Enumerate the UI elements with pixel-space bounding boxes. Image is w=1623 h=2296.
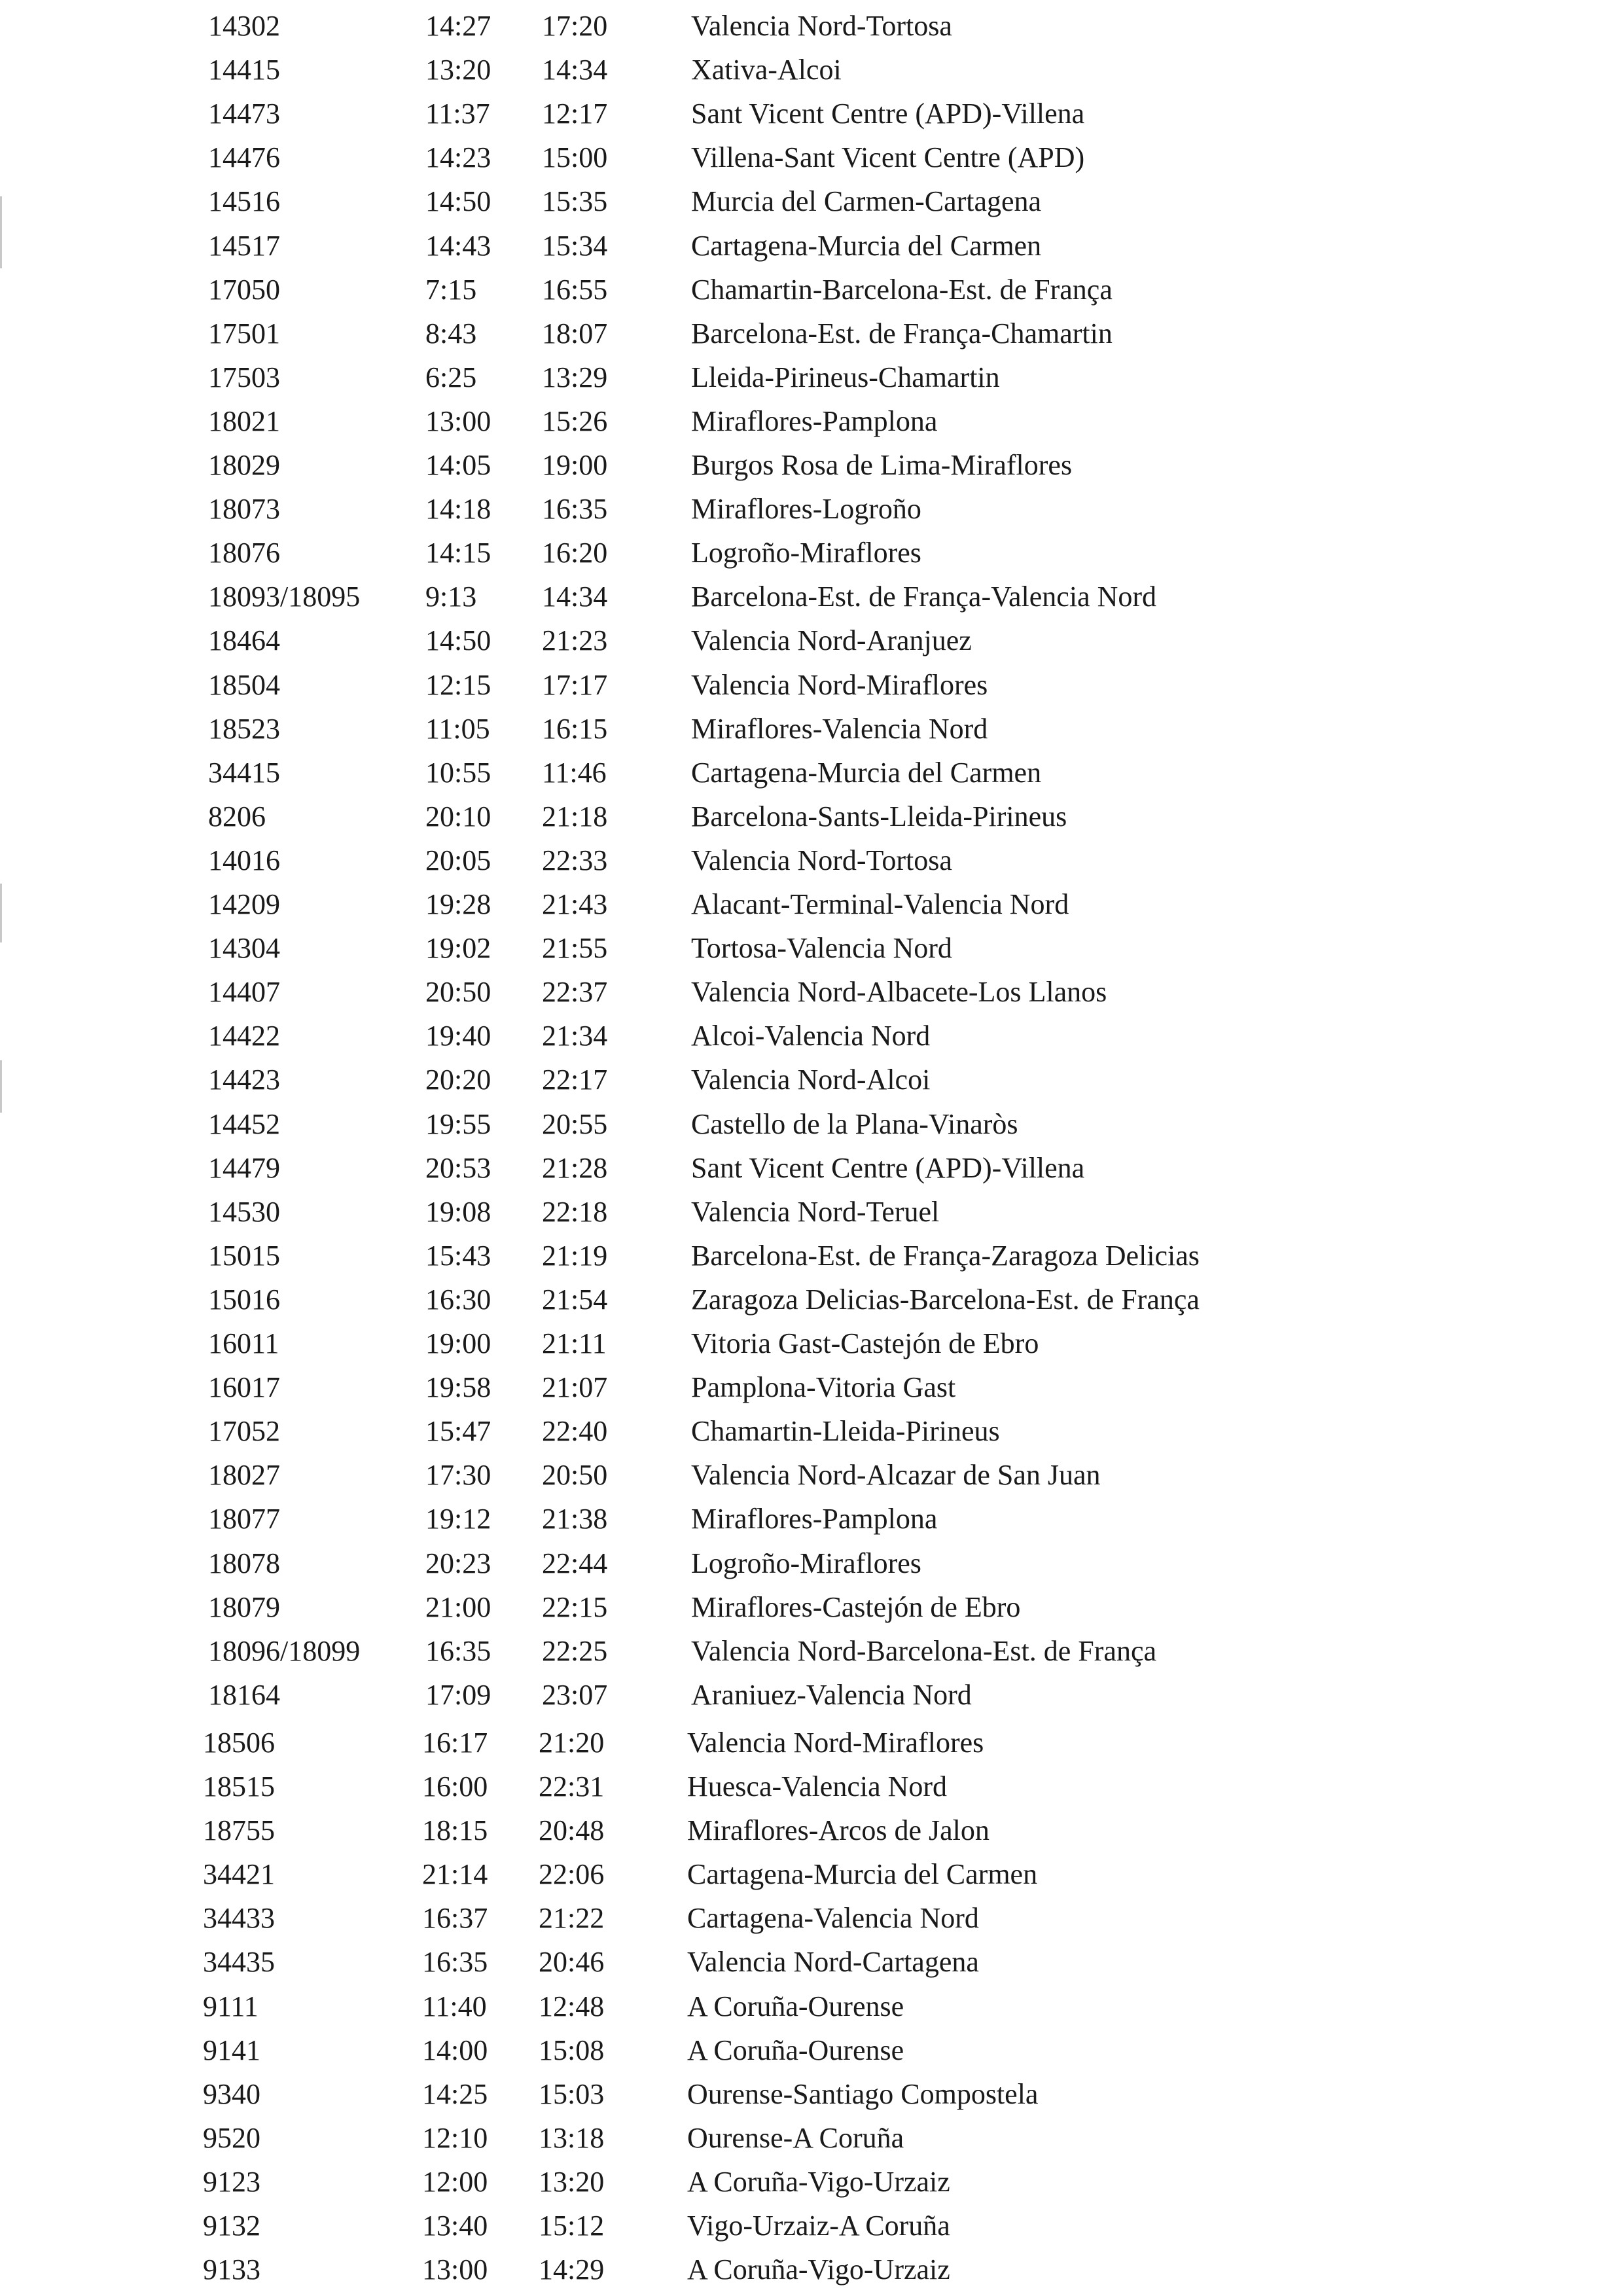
arrival-time: 22:25 [542, 1634, 608, 1667]
arrival-time: 21:55 [542, 932, 608, 965]
train-number: 14302 [208, 10, 280, 42]
train-number: 18078 [208, 1547, 280, 1579]
arrival-time: 12:48 [539, 1990, 605, 2022]
table-row [0, 1940, 1623, 1984]
route-name: Logroño-Miraflores [691, 537, 921, 569]
route-name: Valencia Nord-Aranjuez [691, 624, 972, 657]
route-name: Logroño-Miraflores [691, 1547, 921, 1579]
departure-time: 11:05 [425, 712, 490, 745]
departure-time: 20:53 [425, 1151, 491, 1184]
departure-time: 14:23 [425, 141, 491, 174]
table-row [0, 1765, 1623, 1808]
route-name: Valencia Nord-Barcelona-Est. de França [691, 1634, 1157, 1667]
table-row [0, 1058, 1623, 1102]
departure-time: 14:50 [425, 185, 491, 218]
route-name: Zaragoza Delicias-Barcelona-Est. de França [691, 1283, 1200, 1316]
route-name: Alcoi-Valencia Nord [691, 1020, 931, 1052]
route-name: Tortosa-Valencia Nord [691, 932, 952, 965]
route-name: Burgos Rosa de Lima-Miraflores [691, 449, 1073, 481]
route-name: Miraflores-Logroño [691, 493, 921, 526]
departure-time: 14:15 [425, 537, 491, 569]
train-number: 18506 [203, 1726, 275, 1759]
arrival-time: 16:15 [542, 712, 608, 745]
departure-time: 16:17 [422, 1726, 488, 1759]
train-number: 14407 [208, 976, 280, 1009]
arrival-time: 21:07 [542, 1371, 608, 1404]
arrival-time: 16:35 [542, 493, 608, 526]
departure-time: 14:50 [425, 624, 491, 657]
departure-time: 17:30 [425, 1459, 491, 1492]
table-row [0, 1585, 1623, 1629]
train-number: 18504 [208, 668, 280, 701]
train-number: 14209 [208, 888, 280, 920]
route-name: Miraflores-Castejón de Ebro [691, 1590, 1021, 1623]
table-row [0, 1146, 1623, 1190]
train-number: 18096/18099 [208, 1634, 361, 1667]
route-name: Chamartin-Lleida-Pirineus [691, 1415, 1000, 1448]
departure-time: 13:40 [422, 2210, 488, 2242]
route-name: Chamartin-Barcelona-Est. de França [691, 273, 1113, 306]
arrival-time: 21:18 [542, 800, 608, 833]
train-number: 18076 [208, 537, 280, 569]
train-number: 14016 [208, 844, 280, 876]
departure-time: 16:35 [425, 1634, 491, 1667]
table-row [0, 1278, 1623, 1321]
route-name: A Coruña-Vigo-Urzaiz [687, 2165, 950, 2198]
route-name: Castello de la Plana-Vinaròs [691, 1107, 1018, 1140]
train-number: 17503 [208, 361, 280, 393]
table-row [0, 1984, 1623, 2028]
departure-time: 14:25 [422, 2077, 488, 2110]
route-name: Ourense-Santiago Compostela [687, 2077, 1039, 2110]
route-name: Valencia Nord-Teruel [691, 1195, 940, 1228]
arrival-time: 22:33 [542, 844, 608, 876]
route-name: Barcelona-Est. de França-Valencia Nord [691, 581, 1157, 613]
train-number: 15016 [208, 1283, 280, 1316]
train-number: 18077 [208, 1503, 280, 1535]
departure-time: 15:47 [425, 1415, 491, 1448]
departure-time: 19:28 [425, 888, 491, 920]
route-name: Miraflores-Pamplona [691, 404, 938, 437]
arrival-time: 21:20 [539, 1726, 605, 1759]
train-number: 14517 [208, 229, 280, 262]
departure-time: 14:05 [425, 449, 491, 481]
table-row [0, 1852, 1623, 1896]
departure-time: 21:00 [425, 1590, 491, 1623]
arrival-time: 21:38 [542, 1503, 608, 1535]
route-name: Miraflores-Valencia Nord [691, 712, 988, 745]
train-number: 16011 [208, 1327, 279, 1359]
table-row [0, 1321, 1623, 1365]
scan-edge-mark [0, 196, 2, 268]
route-name: Ourense-A Coruña [687, 2121, 904, 2154]
arrival-time: 22:18 [542, 1195, 608, 1228]
table-row [0, 179, 1623, 223]
departure-time: 14:00 [422, 2034, 488, 2066]
arrival-time: 21:19 [542, 1239, 608, 1272]
train-number: 14516 [208, 185, 280, 218]
train-number: 17050 [208, 273, 280, 306]
departure-time: 6:25 [425, 361, 477, 393]
table-row [0, 2028, 1623, 2072]
table-row [0, 92, 1623, 135]
scan-edge-mark [0, 884, 2, 942]
departure-time: 10:55 [425, 756, 491, 789]
route-name: Vitoria Gast-Castejón de Ebro [691, 1327, 1039, 1359]
route-name: A Coruña-Ourense [687, 2034, 904, 2066]
train-number: 9133 [203, 2253, 260, 2286]
departure-time: 20:05 [425, 844, 491, 876]
route-name: Vigo-Urzaiz-A Coruña [687, 2210, 950, 2242]
train-number: 14479 [208, 1151, 280, 1184]
train-number: 34435 [203, 1946, 275, 1979]
table-row [0, 135, 1623, 179]
arrival-time: 21:22 [539, 1902, 605, 1935]
arrival-time: 15:08 [539, 2034, 605, 2066]
departure-time: 19:02 [425, 932, 491, 965]
table-row [0, 1808, 1623, 1852]
departure-time: 20:10 [425, 800, 491, 833]
table-row [0, 751, 1623, 795]
arrival-time: 22:17 [542, 1064, 608, 1096]
train-number: 9132 [203, 2210, 260, 2242]
train-number: 14304 [208, 932, 280, 965]
table-row [0, 355, 1623, 399]
train-number: 14530 [208, 1195, 280, 1228]
train-number: 18073 [208, 493, 280, 526]
route-name: Valencia Nord-Cartagena [687, 1946, 979, 1979]
table-row [0, 443, 1623, 487]
route-name: Sant Vicent Centre (APD)-Villena [691, 98, 1085, 130]
train-number: 18523 [208, 712, 280, 745]
table-row [0, 1721, 1623, 1765]
table-row [0, 882, 1623, 926]
arrival-time: 17:20 [542, 10, 608, 42]
table-row [0, 1365, 1623, 1409]
route-name: Miraflores-Pamplona [691, 1503, 938, 1535]
route-name: A Coruña-Ourense [687, 1990, 904, 2022]
train-number: 18515 [203, 1770, 275, 1803]
arrival-time: 20:50 [542, 1459, 608, 1492]
table-row [0, 575, 1623, 619]
departure-time: 19:12 [425, 1503, 491, 1535]
route-name: Valencia Nord-Miraflores [687, 1726, 984, 1759]
departure-time: 19:55 [425, 1107, 491, 1140]
table-row [0, 926, 1623, 970]
departure-time: 16:35 [422, 1946, 488, 1979]
route-name: Valencia Nord-Miraflores [691, 668, 988, 701]
train-number: 34433 [203, 1902, 275, 1935]
train-number: 18027 [208, 1459, 280, 1492]
table-row [0, 1541, 1623, 1585]
arrival-time: 18:07 [542, 317, 608, 350]
arrival-time: 16:20 [542, 537, 608, 569]
departure-time: 19:00 [425, 1327, 491, 1359]
arrival-time: 21:54 [542, 1283, 608, 1316]
table-row [0, 48, 1623, 92]
departure-time: 12:10 [422, 2121, 488, 2154]
arrival-time: 12:17 [542, 98, 608, 130]
table-row [0, 795, 1623, 838]
table-row [0, 487, 1623, 531]
departure-time: 15:43 [425, 1239, 491, 1272]
train-number: 18164 [208, 1678, 280, 1711]
arrival-time: 15:03 [539, 2077, 605, 2110]
departure-time: 17:09 [425, 1678, 491, 1711]
train-number: 9340 [203, 2077, 260, 2110]
arrival-time: 20:55 [542, 1107, 608, 1140]
scan-edge-mark [0, 1060, 2, 1113]
arrival-time: 13:18 [539, 2121, 605, 2154]
arrival-time: 22:40 [542, 1415, 608, 1448]
arrival-time: 15:00 [542, 141, 608, 174]
departure-time: 13:00 [425, 404, 491, 437]
arrival-time: 21:34 [542, 1020, 608, 1052]
table-row [0, 1234, 1623, 1278]
arrival-time: 13:20 [539, 2165, 605, 2198]
table-row [0, 1190, 1623, 1234]
train-number: 14423 [208, 1064, 280, 1096]
arrival-time: 22:37 [542, 976, 608, 1009]
departure-time: 9:13 [425, 581, 477, 613]
departure-time: 20:23 [425, 1547, 491, 1579]
arrival-time: 15:12 [539, 2210, 605, 2242]
route-name: Valencia Nord-Tortosa [691, 10, 952, 42]
arrival-time: 14:34 [542, 54, 608, 86]
train-number: 9111 [203, 1990, 259, 2022]
table-row [0, 1102, 1623, 1146]
train-number: 18029 [208, 449, 280, 481]
arrival-time: 14:34 [542, 581, 608, 613]
departure-time: 14:18 [425, 493, 491, 526]
departure-time: 13:20 [425, 54, 491, 86]
train-number: 9123 [203, 2165, 260, 2198]
train-number: 34415 [208, 756, 280, 789]
arrival-time: 15:26 [542, 404, 608, 437]
departure-time: 16:37 [422, 1902, 488, 1935]
arrival-time: 22:44 [542, 1547, 608, 1579]
route-name: Valencia Nord-Alcoi [691, 1064, 931, 1096]
train-number: 18079 [208, 1590, 280, 1623]
departure-time: 14:43 [425, 229, 491, 262]
arrival-time: 23:07 [542, 1678, 608, 1711]
table-row [0, 2116, 1623, 2160]
route-name: Miraflores-Arcos de Jalon [687, 1814, 990, 1847]
table-row [0, 2072, 1623, 2116]
departure-time: 19:58 [425, 1371, 491, 1404]
departure-time: 19:40 [425, 1020, 491, 1052]
route-name: Cartagena-Murcia del Carmen [691, 756, 1042, 789]
departure-time: 7:15 [425, 273, 477, 306]
route-name: Xativa-Alcoi [691, 54, 842, 86]
departure-time: 12:00 [422, 2165, 488, 2198]
route-name: Valencia Nord-Tortosa [691, 844, 952, 876]
table-row [0, 838, 1623, 882]
arrival-time: 21:43 [542, 888, 608, 920]
route-name: Lleida-Pirineus-Chamartin [691, 361, 1000, 393]
train-number: 14476 [208, 141, 280, 174]
arrival-time: 21:28 [542, 1151, 608, 1184]
train-number: 9141 [203, 2034, 260, 2066]
table-row [0, 1409, 1623, 1453]
route-name: A Coruña-Vigo-Urzaiz [687, 2253, 950, 2286]
route-name: Murcia del Carmen-Cartagena [691, 185, 1042, 218]
train-number: 16017 [208, 1371, 280, 1404]
departure-time: 13:00 [422, 2253, 488, 2286]
arrival-time: 21:11 [542, 1327, 607, 1359]
arrival-time: 15:35 [542, 185, 608, 218]
arrival-time: 16:55 [542, 273, 608, 306]
train-number: 18021 [208, 404, 280, 437]
table-row [0, 1497, 1623, 1541]
table-row [0, 619, 1623, 662]
arrival-time: 21:23 [542, 624, 608, 657]
train-number: 18093/18095 [208, 581, 361, 613]
train-number: 14422 [208, 1020, 280, 1052]
route-name: Huesca-Valencia Nord [687, 1770, 948, 1803]
table-row [0, 268, 1623, 312]
train-number: 9520 [203, 2121, 260, 2154]
table-row [0, 1453, 1623, 1497]
train-number: 14415 [208, 54, 280, 86]
arrival-time: 14:29 [539, 2253, 605, 2286]
departure-time: 12:15 [425, 668, 491, 701]
table-row [0, 707, 1623, 751]
route-name: Villena-Sant Vicent Centre (APD) [691, 141, 1085, 174]
departure-time: 20:20 [425, 1064, 491, 1096]
departure-time: 8:43 [425, 317, 477, 350]
route-name: Valencia Nord-Alcazar de San Juan [691, 1459, 1101, 1492]
table-row [0, 1014, 1623, 1058]
arrival-time: 22:15 [542, 1590, 608, 1623]
arrival-time: 20:48 [539, 1814, 605, 1847]
route-name: Barcelona-Est. de França-Chamartin [691, 317, 1113, 350]
arrival-time: 20:46 [539, 1946, 605, 1979]
departure-time: 11:40 [422, 1990, 487, 2022]
arrival-time: 19:00 [542, 449, 608, 481]
departure-time: 11:37 [425, 98, 490, 130]
table-row [0, 399, 1623, 443]
train-number: 15015 [208, 1239, 280, 1272]
arrival-time: 22:31 [539, 1770, 605, 1803]
table-row [0, 1896, 1623, 1940]
route-name: Cartagena-Murcia del Carmen [687, 1858, 1038, 1891]
departure-time: 19:08 [425, 1195, 491, 1228]
arrival-time: 17:17 [542, 668, 608, 701]
arrival-time: 13:29 [542, 361, 608, 393]
route-name: Barcelona-Sants-Lleida-Pirineus [691, 800, 1067, 833]
route-name: Barcelona-Est. de França-Zaragoza Delicias [691, 1239, 1200, 1272]
route-name: Alacant-Terminal-Valencia Nord [691, 888, 1069, 920]
arrival-time: 15:34 [542, 229, 608, 262]
train-number: 14473 [208, 98, 280, 130]
route-name: Pamplona-Vitoria Gast [691, 1371, 956, 1404]
train-number: 34421 [203, 1858, 275, 1891]
route-name: Sant Vicent Centre (APD)-Villena [691, 1151, 1085, 1184]
train-number: 17501 [208, 317, 280, 350]
route-name: Valencia Nord-Albacete-Los Llanos [691, 976, 1107, 1009]
arrival-time: 11:46 [542, 756, 607, 789]
departure-time: 16:30 [425, 1283, 491, 1316]
departure-time: 21:14 [422, 1858, 488, 1891]
table-row [0, 970, 1623, 1014]
table-row [0, 2204, 1623, 2248]
route-name: Cartagena-Murcia del Carmen [691, 229, 1042, 262]
departure-time: 20:50 [425, 976, 491, 1009]
train-number: 14452 [208, 1107, 280, 1140]
departure-time: 16:00 [422, 1770, 488, 1803]
table-row [0, 312, 1623, 355]
train-number: 8206 [208, 800, 266, 833]
table-row [0, 663, 1623, 707]
train-number: 17052 [208, 1415, 280, 1448]
arrival-time: 22:06 [539, 1858, 605, 1891]
table-row [0, 2160, 1623, 2204]
route-name: Cartagena-Valencia Nord [687, 1902, 979, 1935]
departure-time: 14:27 [425, 10, 491, 42]
table-row [0, 1629, 1623, 1673]
table-row [0, 4, 1623, 48]
table-row [0, 531, 1623, 575]
train-number: 18755 [203, 1814, 275, 1847]
table-row [0, 1673, 1623, 1717]
route-name: Araniuez-Valencia Nord [691, 1678, 972, 1711]
table-row [0, 2248, 1623, 2291]
table-row [0, 224, 1623, 268]
train-number: 18464 [208, 624, 280, 657]
departure-time: 18:15 [422, 1814, 488, 1847]
